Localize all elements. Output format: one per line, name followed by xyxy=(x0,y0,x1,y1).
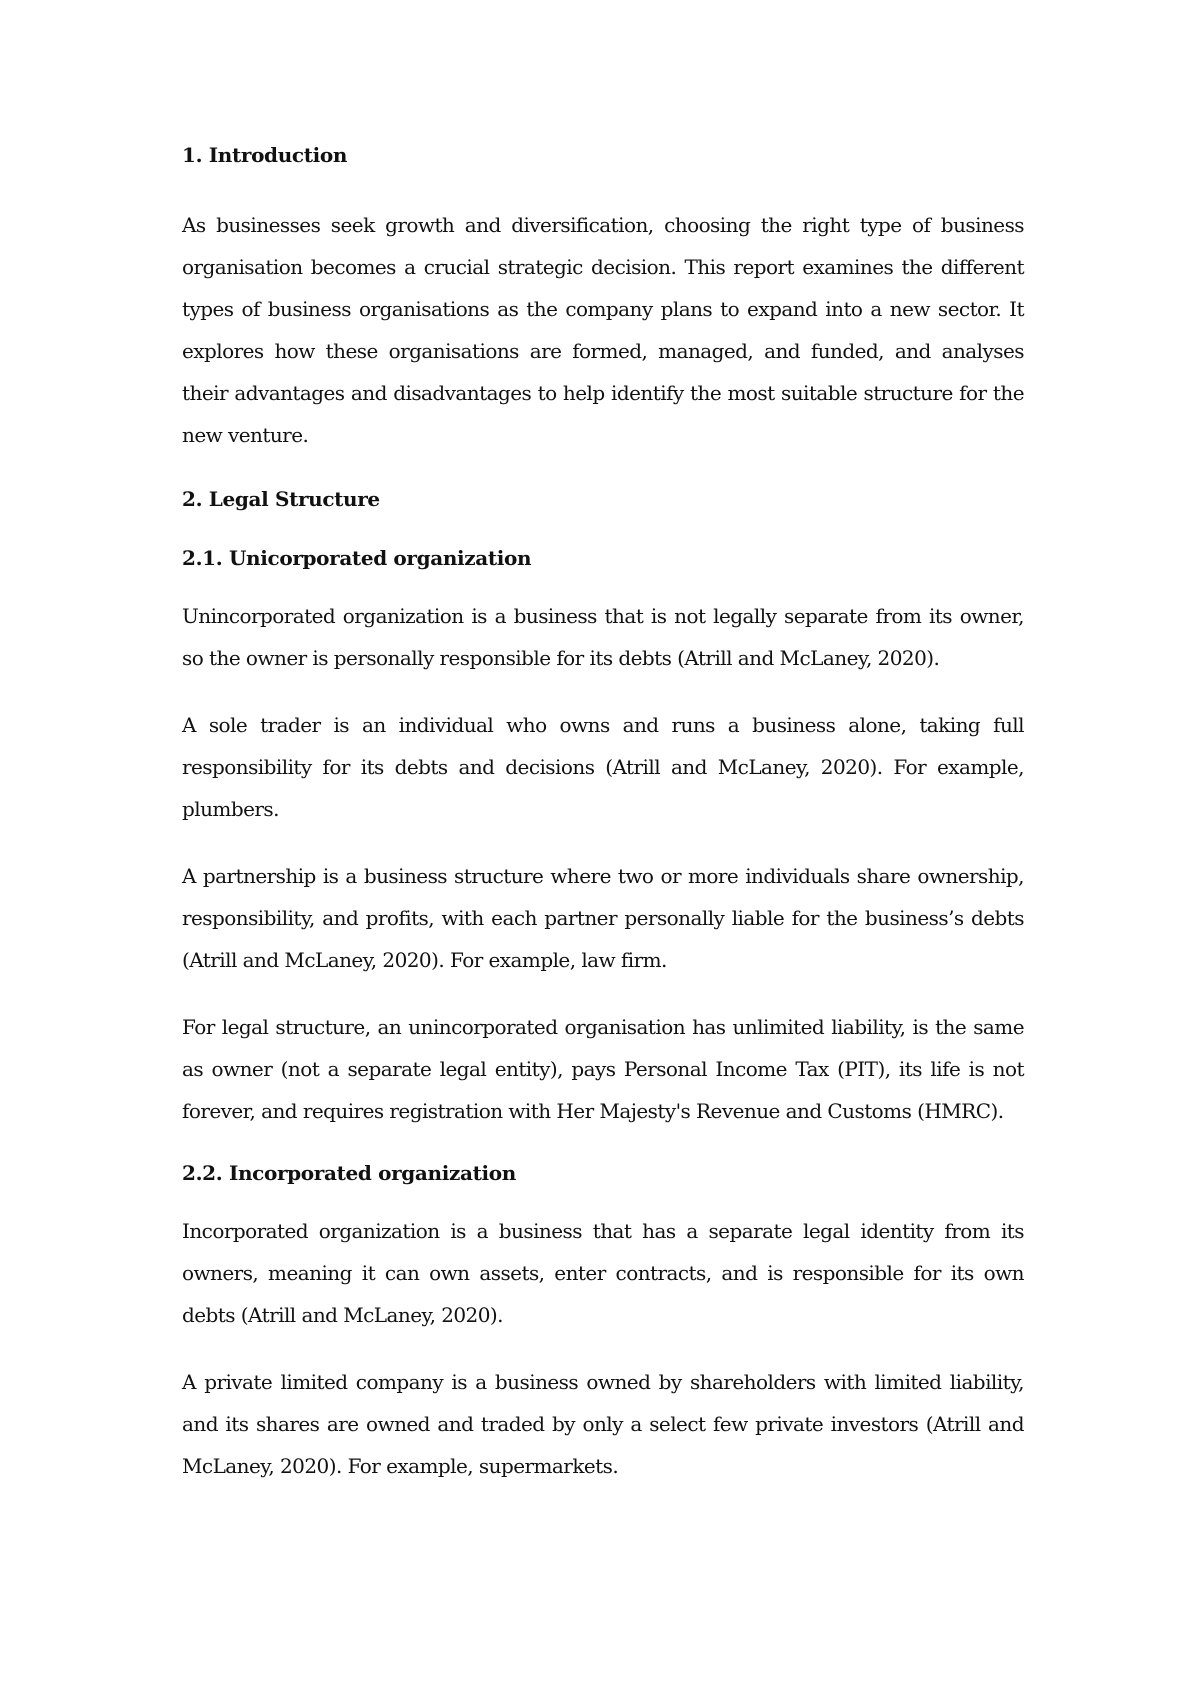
paragraph-partnership: A partnership is a business structure where two or more individuals share ownership, responsibility, and profits, with each partner personally liable for the business’s debts (Atrill and McLaney, 2020). For example, law firm. xyxy=(182,864,1024,972)
paragraph-incorporated-definition: Incorporated organization is a business that has a separate legal identity from its owners, meaning it can own assets, enter contracts, and is responsible for its own debts (Atrill and McLaney, 2020). xyxy=(182,1219,1024,1327)
heading-introduction: 1. Introduction xyxy=(182,143,348,167)
paragraph-introduction: As businesses seek growth and diversification, choosing the right type of business organisation becomes a crucial strategic decision. This report examines the different types of business organisations as the company plans to expand into a new sector. It explores how these organisations are formed, managed, and funded, and analyses their advantages and disadvantages to help identify the most suitable structure for the new venture. xyxy=(182,213,1024,447)
heading-unincorporated: 2.1. Unicorporated organization xyxy=(182,546,532,570)
paragraph-unincorporated-legal: For legal structure, an unincorporated organisation has unlimited liability, is the same as owner (not a separate legal entity), pays Personal Income Tax (PIT), its life is not forever, and requires registration with Her Majesty's Revenue and Customs (HMRC). xyxy=(182,1015,1024,1123)
paragraph-sole-trader: A sole trader is an individual who owns and runs a business alone, taking full responsibility for its debts and decisions (Atrill and McLaney, 2020). For example, plumbers. xyxy=(182,713,1024,821)
paragraph-unincorporated-definition: Unincorporated organization is a business that is not legally separate from its owner, so the owner is personally responsible for its debts (Atrill and McLaney, 2020). xyxy=(182,604,1024,670)
heading-legal-structure: 2. Legal Structure xyxy=(182,487,380,511)
paragraph-private-limited-company: A private limited company is a business owned by shareholders with limited liability, and its shares are owned and traded by only a select few private investors (Atrill and McLaney, 2020). For example, supermarkets. xyxy=(182,1370,1024,1478)
heading-incorporated: 2.2. Incorporated organization xyxy=(182,1161,516,1185)
document-body xyxy=(182,142,1024,1487)
